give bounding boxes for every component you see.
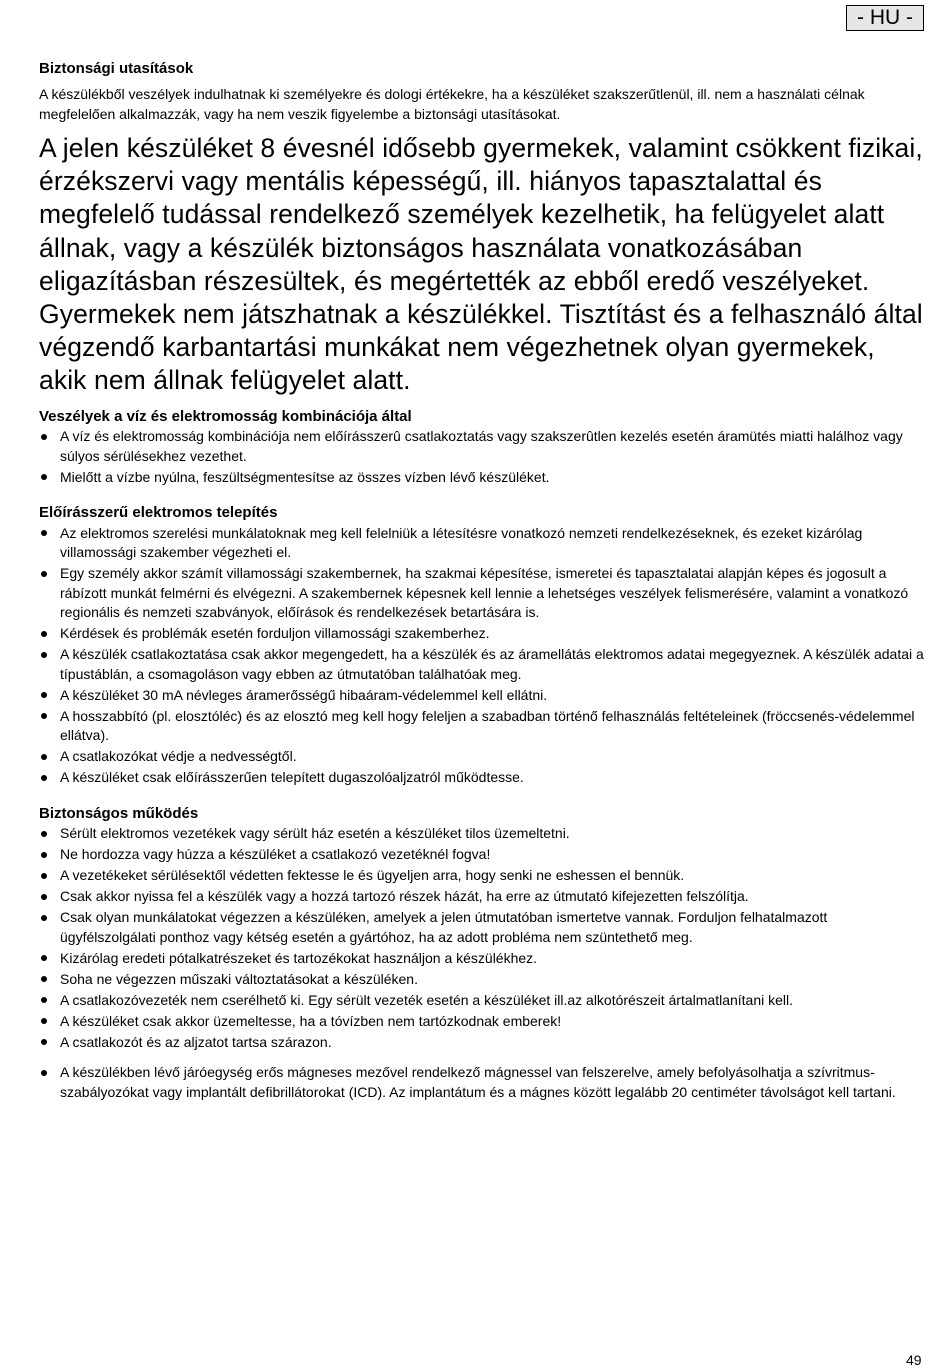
list-item: A vezetékeket sérülésektől védetten fektesse le és ügyeljen arra, hogy senki ne eshessen el bennük. xyxy=(39,866,925,886)
bullet-icon xyxy=(41,713,47,719)
list-item: Soha ne végezzen műszaki változtatásokat a készüléken. xyxy=(39,970,925,990)
page-number: 49 xyxy=(906,1352,922,1368)
bullet-icon xyxy=(41,775,47,781)
section-heading-water-electricity: Veszélyek a víz és elektromosság kombinációja által xyxy=(39,407,412,425)
main-content xyxy=(39,60,925,1102)
list-item: A csatlakozókat védje a nedvességtől. xyxy=(39,747,925,767)
bullet-icon xyxy=(41,997,47,1003)
electrical-installation-list xyxy=(39,524,925,788)
large-safety-notice: A jelen készüléket 8 évesnél idősebb gyermekek, valamint csökkent fizikai, érzékszervi vagy mentális képességű, ill. hiányos tapasztalattal és megfelelő tudással rendelkező személyek kezelhetik, ha felügyelet alatt állnak, vagy a készülék biztonságos használata vonatkozásában eligazításban részesültek, és megértették az ebből eredő veszélyeket. Gyermekek nem játszhatnak a készülékkel. Tisztítást és a felhasználó által végzendő karbantartási munkákat nem végezhetnek olyan gyermekek, akik nem állnak felügyelet alatt. xyxy=(39,133,923,396)
bullet-icon xyxy=(41,434,47,440)
list-item: A készülék csatlakoztatása csak akkor megengedett, ha a készülék és az áramellátás elektromos adatai megegyeznek. A készülék adatai a típustáblán, a csomagoláson vagy ebben az útmutatóban találhatóak meg. xyxy=(39,645,925,684)
bullet-icon xyxy=(41,1070,47,1076)
section-heading-safety: Biztonsági utasítások xyxy=(39,60,194,77)
bullet-icon xyxy=(41,652,47,658)
bullet-icon xyxy=(41,831,47,837)
list-item: A víz és elektromosság kombinációja nem előírásszerû csatlakoztatás vagy szakszerûtlen kezelés esetén áramütés miatti halálhoz vagy súlyos sérülésekhez vezethet. xyxy=(39,427,925,466)
bullet-icon xyxy=(41,915,47,921)
bullet-icon xyxy=(41,692,47,698)
list-item: Ne hordozza vagy húzza a készüléket a csatlakozó vezetéknél fogva! xyxy=(39,845,925,865)
list-item: Kérdések és problémák esetén forduljon villamossági szakemberhez. xyxy=(39,624,925,644)
list-item: Sérült elektromos vezetékek vagy sérült ház esetén a készüléket tilos üzemeltetni. xyxy=(39,824,925,844)
bullet-icon xyxy=(41,894,47,900)
bullet-icon xyxy=(41,955,47,961)
bullet-icon xyxy=(41,631,47,637)
bullet-icon xyxy=(41,976,47,982)
list-item: Az elektromos szerelési munkálatoknak meg kell felelniük a létesítésre vonatkozó nemzeti rendelkezéseknek, és ezeket kizárólag villamossági szakember végezheti el. xyxy=(39,524,925,563)
bullet-icon xyxy=(41,1039,47,1045)
list-item: A csatlakozóvezeték nem cserélhető ki. Egy sérült vezeték esetén a készüléket ill.az alkotórészeit ártalmatlanítani kell. xyxy=(39,991,925,1011)
language-badge: - HU - xyxy=(846,5,924,31)
bullet-icon xyxy=(41,530,47,536)
safe-operation-list xyxy=(39,824,925,1102)
list-item: A készüléket 30 mA névleges áramerősségű hibaáram-védelemmel kell ellátni. xyxy=(39,686,925,706)
bullet-icon xyxy=(41,1018,47,1024)
list-item: A készülékben lévő járóegység erős mágneses mezővel rendelkező mágnessel van felszerelve, amely befolyásolhatja a szívritmus-szabályozókat vagy implantált defibrillátorokat (ICD). Az implantátum és a mágnes között legalább 20 centiméter távolságot kell tartani. xyxy=(39,1063,925,1102)
list-item: A hosszabbító (pl. elosztóléc) és az elosztó meg kell hogy feleljen a szabadban történő felhasználás feltételeinek (fröccsenés-védelemmel ellátva). xyxy=(39,707,925,746)
section-heading-safe-operation: Biztonságos működés xyxy=(39,804,199,822)
list-item: A készüléket csak akkor üzemeltesse, ha a tóvízben nem tartózkodnak emberek! xyxy=(39,1012,925,1032)
list-item: A csatlakozót és az aljzatot tartsa szárazon. xyxy=(39,1033,925,1053)
list-item: Egy személy akkor számít villamossági szakembernek, ha szakmai képesítése, ismeretei és tapasztalatai alapján képes és jogosult a rábízott munkát felmérni és elvégezni. A szakembernek képesnek kell lennie a lehetséges veszélyek felismerésére, valamint a vonatkozó regionális és nemzeti szabványok, előírások és rendelkezések betartására is. xyxy=(39,564,925,623)
bullet-icon xyxy=(41,474,47,480)
water-electricity-list xyxy=(39,427,925,487)
list-item: Mielőtt a vízbe nyúlna, feszültségmentesítse az összes vízben lévő készüléket. xyxy=(39,468,925,488)
bullet-icon xyxy=(41,571,47,577)
list-item: Kizárólag eredeti pótalkatrészeket és tartozékokat használjon a készülékhez. xyxy=(39,949,925,969)
bullet-icon xyxy=(41,852,47,858)
section-heading-electrical-installation: Előírásszerű elektromos telepítés xyxy=(39,504,278,522)
safety-intro: A készülékből veszélyek indulhatnak ki személyekre és dologi értékekre, ha a készüléket szakszerűtlenül, ill. nem a használati célnak megfelelően alkalmazzák, vagy ha nem veszik figyelembe a biztonsági utasításokat. xyxy=(39,86,865,122)
list-item: Csak akkor nyissa fel a készülék vagy a hozzá tartozó részek házát, ha erre az útmutató kifejezetten felszólítja. xyxy=(39,887,925,907)
list-item: A készüléket csak előírásszerűen telepített dugaszolóaljzatról működtesse. xyxy=(39,768,925,788)
bullet-icon xyxy=(41,754,47,760)
bullet-icon xyxy=(41,873,47,879)
list-item: Csak olyan munkálatokat végezzen a készüléken, amelyek a jelen útmutatóban ismertetve vannak. Forduljon felhatalmazott ügyfélszolgálati ponthoz vagy kétség esetén a gyártóhoz, ha az adott probléma nem szüntethető meg. xyxy=(39,908,925,947)
